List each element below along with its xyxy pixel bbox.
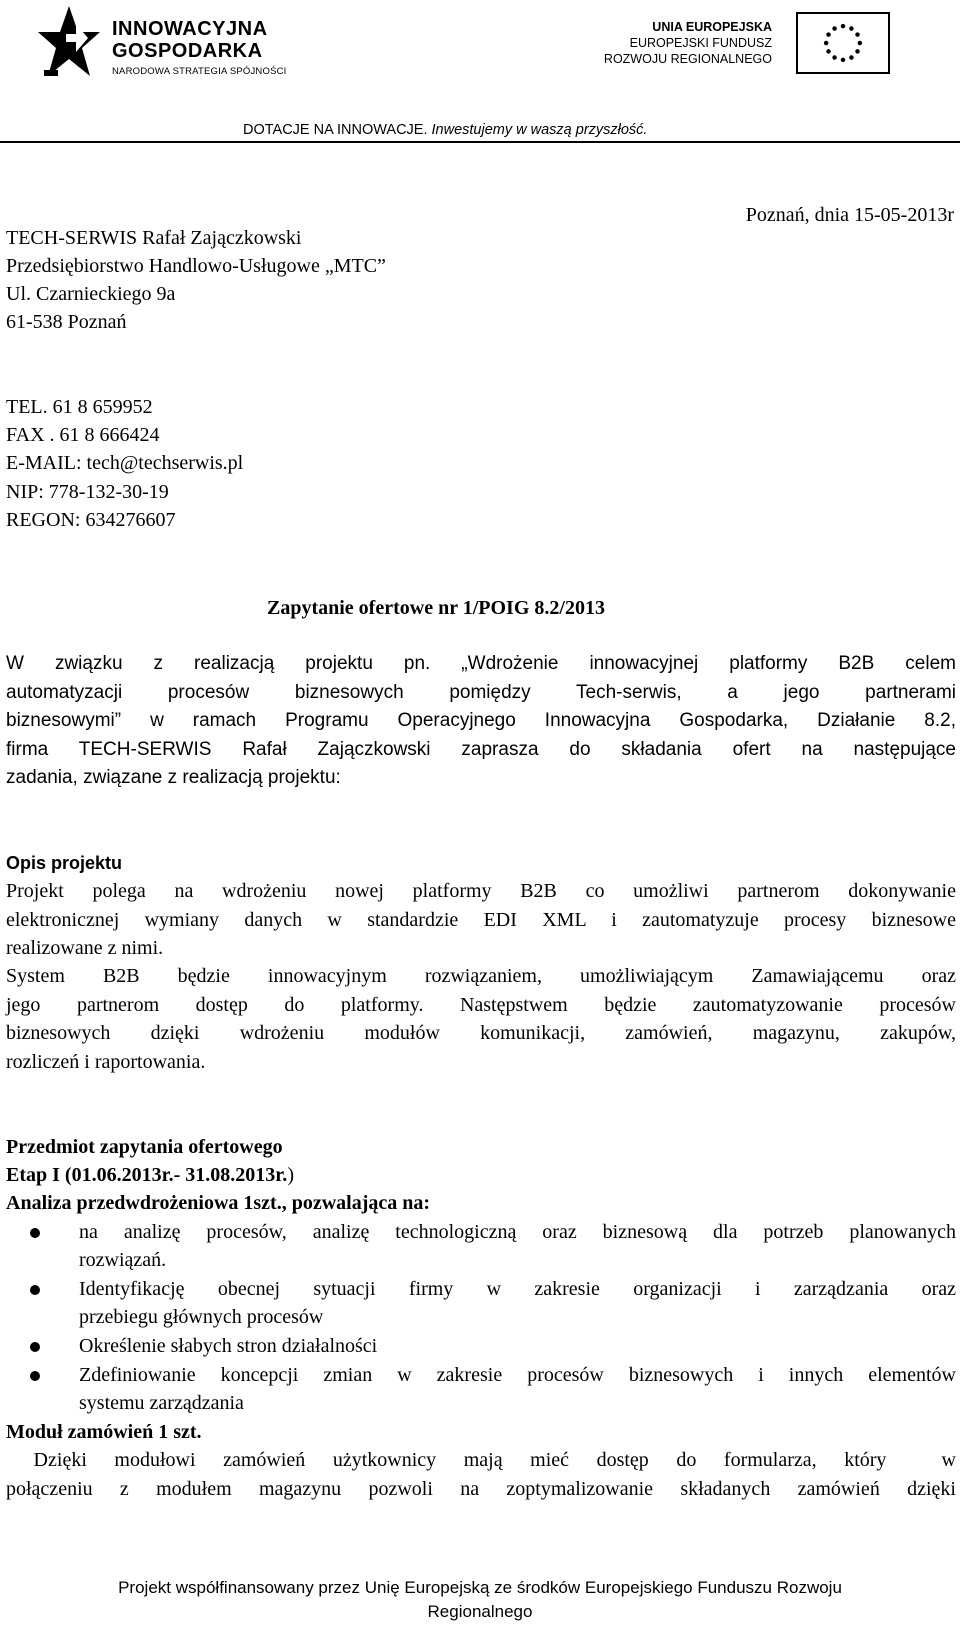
etap-paren: ) — [287, 1164, 294, 1186]
star-arrow-logo-icon — [38, 4, 100, 82]
analiza-rest: , pozwalająca na: — [281, 1192, 431, 1214]
header-divider — [0, 141, 960, 143]
innowacyjna-gospodarka-logo — [38, 4, 298, 84]
bullet-line: rozwiązań. — [79, 1249, 167, 1271]
modul-line: Dzięki modułowi zamówień użytkownicy mają mieć dostęp do formularza, który w — [6, 1449, 956, 1471]
opis-line: elektronicznej wymiany danych w standardzie EDI XML i zautomatyzuje procesy biznesowe — [6, 909, 956, 931]
footer-line1: Projekt współfinansowany przez Unię Europejską ze środków Europejskiego Funduszu Rozwoju — [118, 1578, 842, 1597]
address-line: Przedsiębiorstwo Handlowo-Usługowe „MTC” — [6, 255, 386, 277]
opis-line: realizowane z nimi. — [6, 937, 164, 959]
letter-date: Poznań, dnia 15-05-2013r — [745, 204, 954, 226]
contact-line: NIP: 778-132-30-19 — [6, 481, 169, 503]
analiza-title: Analiza przedwdrożeniowa 1szt. — [6, 1192, 282, 1214]
opis-line: jego partnerom dostęp do platformy. Następstwem będzie zautomatyzowanie procesów — [6, 994, 956, 1016]
contact-line: E-MAIL: tech@techserwis.pl — [6, 452, 244, 474]
bullet-icon — [30, 1285, 40, 1295]
bullet-icon — [30, 1228, 40, 1238]
logo-ig-line3: NARODOWA STRATEGIA SPÓJNOŚCI — [112, 66, 287, 77]
etap-dates: Etap I (01.06.2013r.- 31.08.2013r. — [6, 1164, 288, 1186]
header-tagline — [243, 122, 647, 138]
bullet-icon — [30, 1371, 40, 1381]
intro-line: zadania, związane z realizacją projektu: — [6, 767, 341, 788]
bullet-line: Identyfikację obecnej sytuacji firmy w zakresie organizacji i zarządzania oraz — [79, 1278, 956, 1300]
logo-eu-line2: EUROPEJSKI FUNDUSZ — [629, 36, 772, 50]
contact-line: TEL. 61 8 659952 — [6, 396, 153, 418]
footer-line2: Regionalnego — [427, 1602, 533, 1621]
eu-logo — [603, 12, 890, 78]
footer-note — [0, 1576, 960, 1624]
modul-heading: Moduł zamówień 1 szt. — [6, 1421, 202, 1443]
tagline-italic: Inwestujemy w waszą przyszłość. — [431, 122, 648, 138]
bullet-line: Zdefiniowanie koncepcji zmian w zakresie procesów biznesowych i innych elementów — [79, 1364, 956, 1386]
intro-line: biznesowymi” w ramach Programu Operacyjnego Innowacyjna Gospodarka, Działanie 8.2, — [6, 710, 956, 731]
logo-eu-line1: UNIA EUROPEJSKA — [652, 20, 772, 34]
przedmiot-heading: Przedmiot zapytania ofertowego — [6, 1136, 283, 1158]
contact-line: FAX . 61 8 666424 — [6, 424, 160, 446]
opis-heading: Opis projektu — [6, 853, 123, 873]
opis-line: System B2B będzie innowacyjnym rozwiązaniem, umożliwiającym Zamawiającemu oraz — [6, 965, 956, 987]
opis-line: biznesowych dzięki wdrożeniu modułów komunikacji, zamówień, magazynu, zakupów, — [6, 1022, 956, 1044]
bullet-line: systemu zarządzania — [79, 1392, 244, 1414]
etap-line — [6, 1161, 294, 1190]
eu-stars-flag-icon — [796, 12, 890, 74]
intro-line: automatyzacji procesów biznesowych pomiędzy Tech-serwis, a jego partnerami — [6, 682, 956, 703]
intro-line: W związku z realizacją projektu pn. „Wdrożenie innowacyjnej platformy B2B celem — [6, 653, 956, 674]
bullet-line: przebiegu głównych procesów — [79, 1306, 324, 1328]
address-line: 61-538 Poznań — [6, 311, 127, 333]
address-line: TECH-SERWIS Rafał Zajączkowski — [6, 227, 302, 249]
tagline-plain: DOTACJE NA INNOWACJE. — [243, 122, 432, 138]
analiza-line — [6, 1189, 430, 1218]
bullet-line: na analizę procesów, analizę technologiczną oraz biznesową dla potrzeb planowanych — [79, 1221, 956, 1243]
logo-eu-line3: ROZWOJU REGIONALNEGO — [603, 52, 772, 66]
address-line: Ul. Czarnieckiego 9a — [6, 283, 176, 305]
logo-ig-line1: INNOWACYJNA — [112, 18, 268, 40]
modul-line: połączeniu z modułem magazynu pozwoli na zoptymalizowanie składanych zamówień dzięki — [6, 1478, 956, 1500]
opis-line: Projekt polega na wdrożeniu nowej platformy B2B co umożliwi partnerom dokonywanie — [6, 880, 956, 902]
bullet-icon — [30, 1342, 40, 1352]
contact-line: REGON: 634276607 — [6, 509, 176, 531]
bullet-line: Określenie słabych stron działalności — [79, 1335, 378, 1357]
intro-line: firma TECH-SERWIS Rafał Zajączkowski zaprasza do składania ofert na następujące — [6, 739, 956, 760]
offer-title: Zapytanie ofertowe nr 1/POIG 8.2/2013 — [267, 597, 605, 619]
opis-line: rozliczeń i raportowania. — [6, 1051, 206, 1073]
logo-ig-line2: GOSPODARKA — [112, 40, 263, 62]
